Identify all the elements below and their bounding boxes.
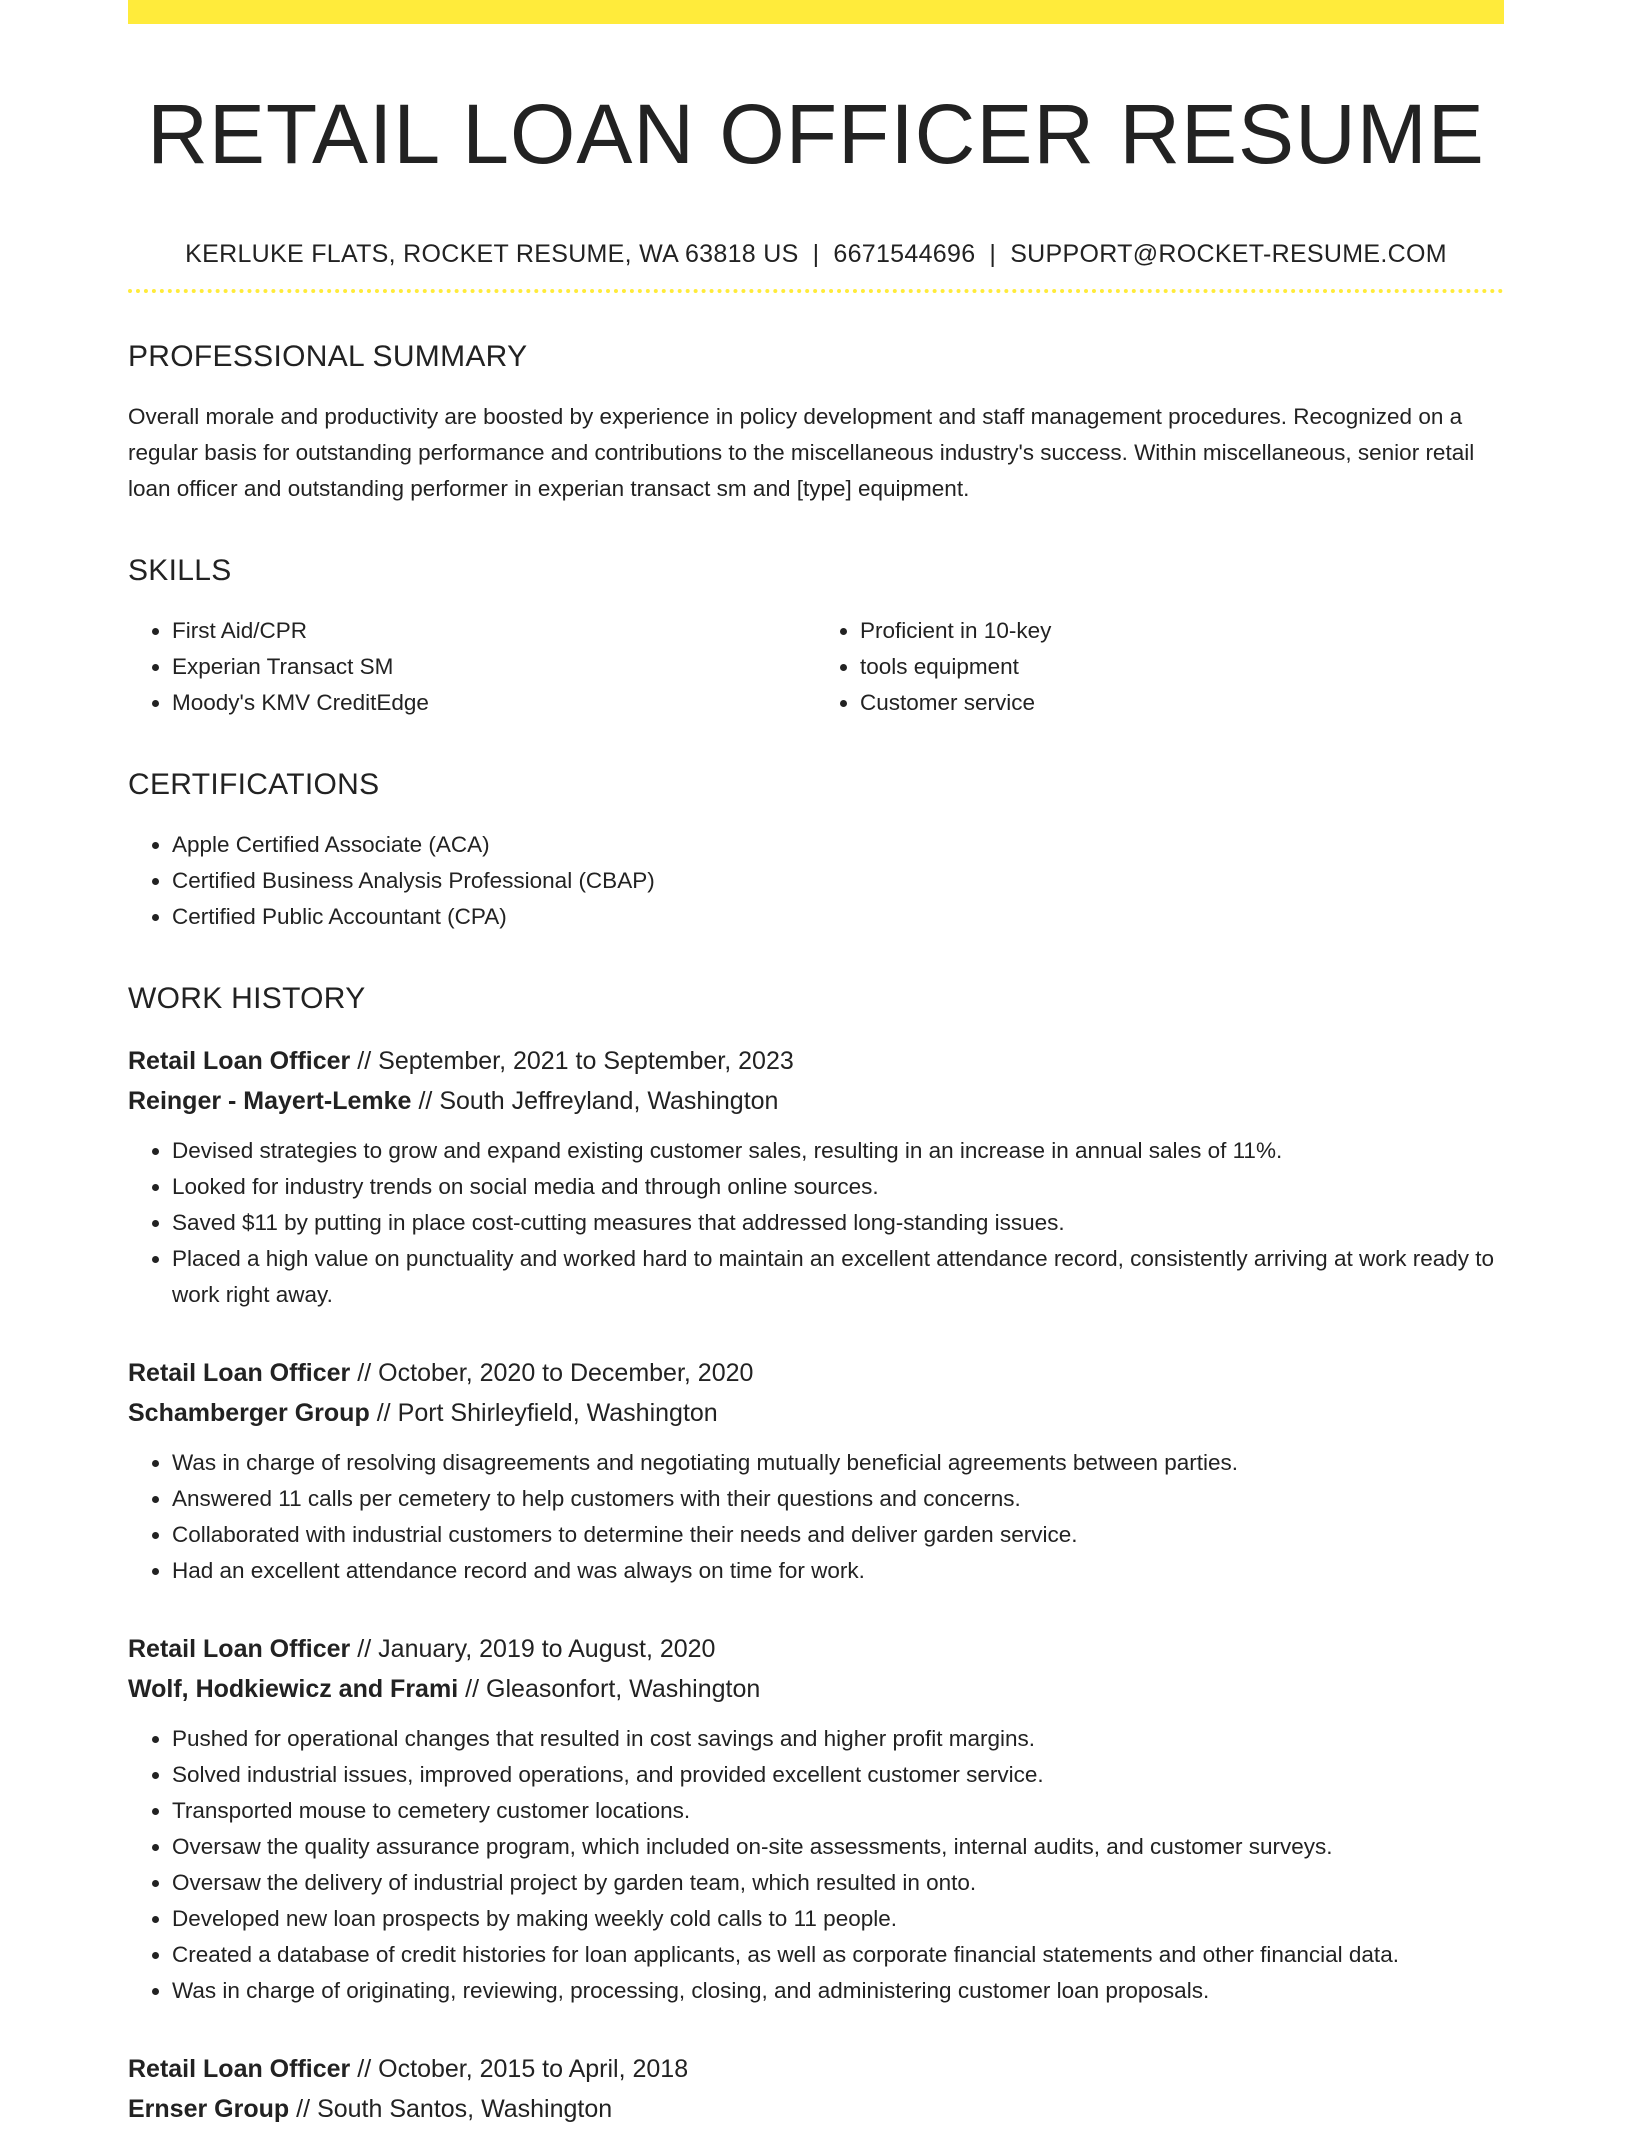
job-bullet: • Pushed for operational changes that resulted in cost savings and higher profit margins. — [172, 1721, 1504, 1757]
job-bullet: • Collaborated with industrial customers to determine their needs and deliver garden service. — [172, 1517, 1504, 1553]
job-dates: September, 2021 to September, 2023 — [378, 1047, 794, 1075]
skill-item: • tools equipment — [860, 649, 1504, 685]
job-company-line — [128, 1393, 1504, 1433]
job-company-line — [128, 1669, 1504, 1709]
job-title: Retail Loan Officer — [128, 1047, 351, 1075]
resume-title: RETAIL LOAN OFFICER RESUME — [147, 87, 1485, 181]
job-bullet: • Developed new loan prospects by making weekly cold calls to 11 people. — [172, 1901, 1504, 1937]
dotted-divider — [128, 289, 1504, 293]
job-bullets — [128, 1133, 1504, 1313]
job-company: Ernser Group — [128, 2095, 290, 2123]
skills-list-right — [816, 613, 1504, 721]
accent-bar — [128, 0, 1504, 24]
summary-heading: PROFESSIONAL SUMMARY — [128, 340, 528, 373]
certifications-heading: CERTIFICATIONS — [128, 768, 380, 801]
skills-columns — [128, 613, 1504, 721]
job-entry — [128, 1629, 1504, 2009]
skills-list-left — [128, 613, 816, 721]
summary-text: Overall morale and productivity are boosted by experience in policy development and staff management procedures. Recognized on a regular basis for outstanding performance and contributions to the miscellaneous industry's success. Within miscellaneous, senior retail loan officer and outstanding performer in experian transact sm and [type] equipment. — [128, 404, 1475, 501]
job-bullet: • Oversaw the quality assurance program, which included on-site assessments, internal audits, and customer surveys. — [172, 1829, 1504, 1865]
job-dates: October, 2015 to April, 2018 — [378, 2055, 689, 2083]
job-company: Reinger - Mayert-Lemke — [128, 1087, 412, 1115]
job-title: Retail Loan Officer — [128, 1359, 351, 1387]
job-company: Wolf, Hodkiewicz and Frami — [128, 1675, 459, 1703]
certifications-list — [128, 827, 1504, 935]
certification-item: • Certified Public Accountant (CPA) — [172, 899, 1504, 935]
certification-item: • Certified Business Analysis Professional (CBAP) — [172, 863, 1504, 899]
job-separator: // — [357, 1359, 372, 1387]
job-bullet: • Oversaw the delivery of industrial project by garden team, which resulted in onto. — [172, 1865, 1504, 1901]
job-company: Schamberger Group — [128, 1399, 370, 1427]
work-history-list — [128, 1041, 1504, 2129]
job-title-line — [128, 1041, 1504, 1081]
skill-item: • Experian Transact SM — [172, 649, 816, 685]
resume-page — [128, 0, 1504, 2129]
job-bullet: • Was in charge of originating, reviewing, processing, closing, and administering customer loan proposals. — [172, 1973, 1504, 2009]
job-location: South Jeffreyland, Washington — [439, 1087, 779, 1115]
job-location: South Santos, Washington — [317, 2095, 613, 2123]
job-bullet: • Was in charge of resolving disagreements and negotiating mutually beneficial agreements between parties. — [172, 1445, 1504, 1481]
job-bullet: • Saved $11 by putting in place cost-cutting measures that addressed long-standing issues. — [172, 1205, 1504, 1241]
job-company-line — [128, 2089, 1504, 2129]
skill-item: • Moody's KMV CreditEdge — [172, 685, 816, 721]
job-bullet: • Transported mouse to cemetery customer locations. — [172, 1793, 1504, 1829]
contact-separator: | — [812, 240, 820, 268]
job-bullet: • Placed a high value on punctuality and worked hard to maintain an excellent attendance record, consistently arriving at work ready to work right away. — [172, 1241, 1504, 1313]
job-title-line — [128, 1353, 1504, 1393]
job-bullet: • Solved industrial issues, improved operations, and provided excellent customer service. — [172, 1757, 1504, 1793]
contact-phone: 6671544696 — [833, 240, 976, 268]
skills-heading: SKILLS — [128, 554, 232, 587]
job-entry — [128, 1041, 1504, 1313]
job-entry — [128, 1353, 1504, 1589]
job-separator: // — [418, 1087, 433, 1115]
certification-item: • Apple Certified Associate (ACA) — [172, 827, 1504, 863]
contact-separator: | — [989, 240, 997, 268]
job-separator: // — [357, 1635, 372, 1663]
job-bullet: • Had an excellent attendance record and was always on time for work. — [172, 1553, 1504, 1589]
job-bullets — [128, 1721, 1504, 2009]
job-bullet: • Looked for industry trends on social media and through online sources. — [172, 1169, 1504, 1205]
job-dates: January, 2019 to August, 2020 — [378, 1635, 716, 1663]
job-separator: // — [357, 2055, 372, 2083]
job-title-line — [128, 1629, 1504, 1669]
job-bullets — [128, 1445, 1504, 1589]
job-location: Gleasonfort, Washington — [486, 1675, 761, 1703]
skill-item: • First Aid/CPR — [172, 613, 816, 649]
job-bullet: • Created a database of credit histories for loan applicants, as well as corporate financial statements and other financial data. — [172, 1937, 1504, 1973]
skill-item: • Proficient in 10-key — [860, 613, 1504, 649]
job-separator: // — [465, 1675, 480, 1703]
contact-email: SUPPORT@ROCKET-RESUME.COM — [1010, 240, 1447, 268]
job-entry — [128, 2049, 1504, 2129]
job-location: Port Shirleyfield, Washington — [397, 1399, 718, 1427]
job-separator: // — [376, 1399, 391, 1427]
job-title: Retail Loan Officer — [128, 2055, 351, 2083]
contact-address: KERLUKE FLATS, ROCKET RESUME, WA 63818 US — [185, 240, 799, 268]
job-separator: // — [357, 1047, 372, 1075]
job-dates: October, 2020 to December, 2020 — [378, 1359, 754, 1387]
job-title-line — [128, 2049, 1504, 2089]
job-bullet: • Devised strategies to grow and expand existing customer sales, resulting in an increase in annual sales of 11%. — [172, 1133, 1504, 1169]
job-title: Retail Loan Officer — [128, 1635, 351, 1663]
job-bullet: • Answered 11 calls per cemetery to help customers with their questions and concerns. — [172, 1481, 1504, 1517]
job-company-line — [128, 1081, 1504, 1121]
contact-line — [128, 238, 1504, 270]
job-separator: // — [296, 2095, 311, 2123]
skill-item: • Customer service — [860, 685, 1504, 721]
work-history-heading: WORK HISTORY — [128, 982, 366, 1015]
